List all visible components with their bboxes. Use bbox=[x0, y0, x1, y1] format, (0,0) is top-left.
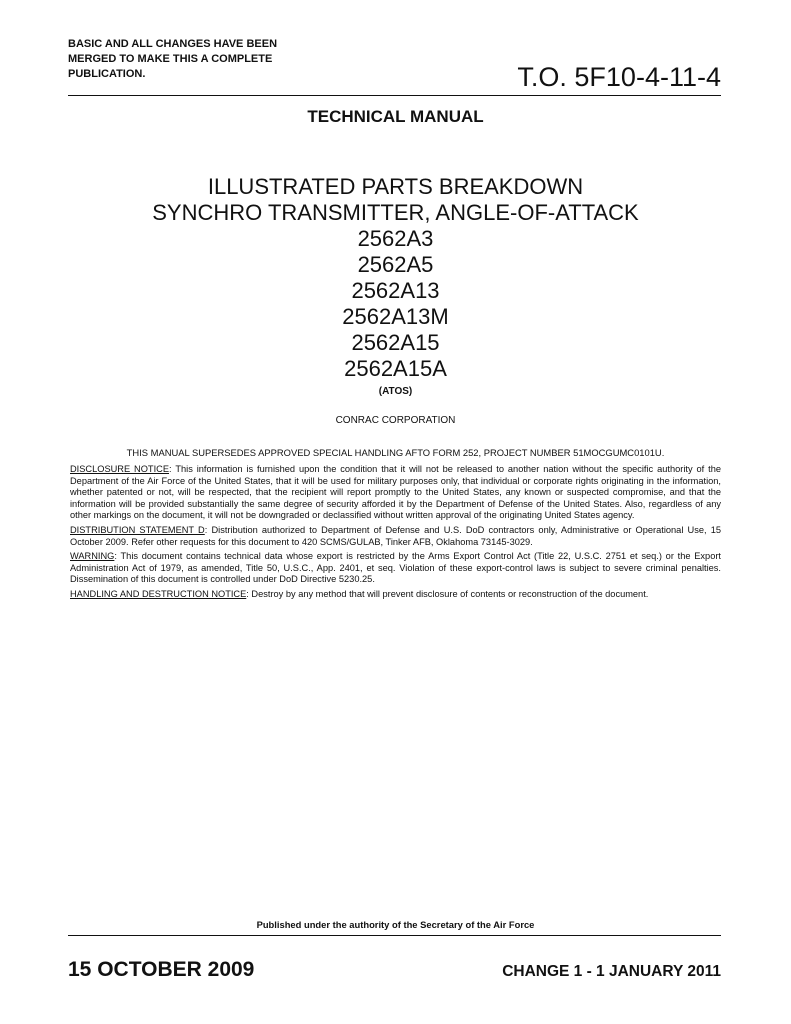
merge-note-line: PUBLICATION. bbox=[68, 68, 146, 80]
acronym: (ATOS) bbox=[378, 386, 413, 397]
model-number: 2562A15A bbox=[344, 356, 447, 381]
publication-date: 15 OCTOBER 2009 bbox=[68, 958, 255, 981]
handling-notice bbox=[70, 589, 721, 601]
handling-notice-label: HANDLING AND DESTRUCTION NOTICE bbox=[70, 588, 247, 599]
merge-note bbox=[68, 37, 328, 82]
title-block bbox=[0, 174, 791, 382]
model-number: 2562A13 bbox=[351, 278, 440, 303]
document-type-heading: TECHNICAL MANUAL bbox=[307, 107, 484, 126]
company-name: CONRAC CORPORATION bbox=[335, 415, 456, 426]
disclosure-notice-label: DISCLOSURE NOTICE bbox=[70, 464, 170, 474]
distribution-statement bbox=[70, 525, 721, 548]
distribution-statement-label: DISTRIBUTION STATEMENT D bbox=[70, 524, 205, 535]
merge-note-line: MERGED TO MAKE THIS A COMPLETE bbox=[68, 53, 273, 65]
export-warning bbox=[70, 551, 721, 586]
model-number: 2562A3 bbox=[357, 226, 434, 251]
to-number: T.O. 5F10-4-11-4 bbox=[517, 62, 721, 92]
title-line: SYNCHRO TRANSMITTER, ANGLE-OF-ATTACK bbox=[152, 200, 639, 225]
header-divider bbox=[68, 95, 721, 96]
model-number: 2562A15 bbox=[351, 330, 440, 355]
publication-authority: Published under the authority of the Secretary of the Air Force bbox=[256, 919, 535, 930]
change-notice: CHANGE 1 - 1 JANUARY 2011 bbox=[502, 963, 721, 980]
model-number: 2562A5 bbox=[357, 252, 434, 277]
supersedes-notice: THIS MANUAL SUPERSEDES APPROVED SPECIAL HANDLING AFTO FORM 252, PROJECT NUMBER 51MOCGUMC0101U. bbox=[126, 447, 665, 458]
footer-divider bbox=[68, 935, 721, 936]
disclosure-notice-text: : This information is furnished upon the condition that it will not be released to another nation without the specific authority of the Department of the Air Force of the United States, that it will be used for military purposes only, that individual or corporate rights originating in the information, whether patented or not, will be respected, that the recipient will report promptly to the United States, any known or suspected compromise, and that the information will be provided substantially the same degree of security afforded it by the Department of Defense of the United States. Also, regardless of any other markings on the document, it will not be downgraded or declassified without written approval of the originating United States agency. bbox=[70, 464, 721, 521]
export-warning-text: : This document contains technical data whose export is restricted by the Arms Export Control Act (Title 22, U.S.C. 2751 et seq.) or the Export Administration Act of 1979, as amended, Title 50, U.S.C., App. 2401, et seq. Violation of these export-control laws is subject to severe criminal penalties. Dissemination of this document is controlled under DoD Directive 5230.25. bbox=[70, 551, 721, 585]
merge-note-line: BASIC AND ALL CHANGES HAVE BEEN bbox=[68, 38, 278, 50]
export-warning-label: WARNING bbox=[70, 551, 115, 562]
title-line: ILLUSTRATED PARTS BREAKDOWN bbox=[207, 174, 584, 199]
notices-section bbox=[70, 464, 721, 604]
disclosure-notice bbox=[70, 464, 721, 522]
distribution-statement-text: : Distribution authorized to Department of Defense and U.S. DoD contractors only, Administrative or Operational Use, 15 October 2009. Refer other requests for this document to 420 SCMS/GULAB, Tinker AFB, Oklahoma 73145-3029. bbox=[70, 524, 722, 547]
handling-notice-text: : Destroy by any method that will prevent disclosure of contents or reconstruction of the document. bbox=[246, 588, 649, 599]
model-number: 2562A13M bbox=[342, 304, 449, 329]
